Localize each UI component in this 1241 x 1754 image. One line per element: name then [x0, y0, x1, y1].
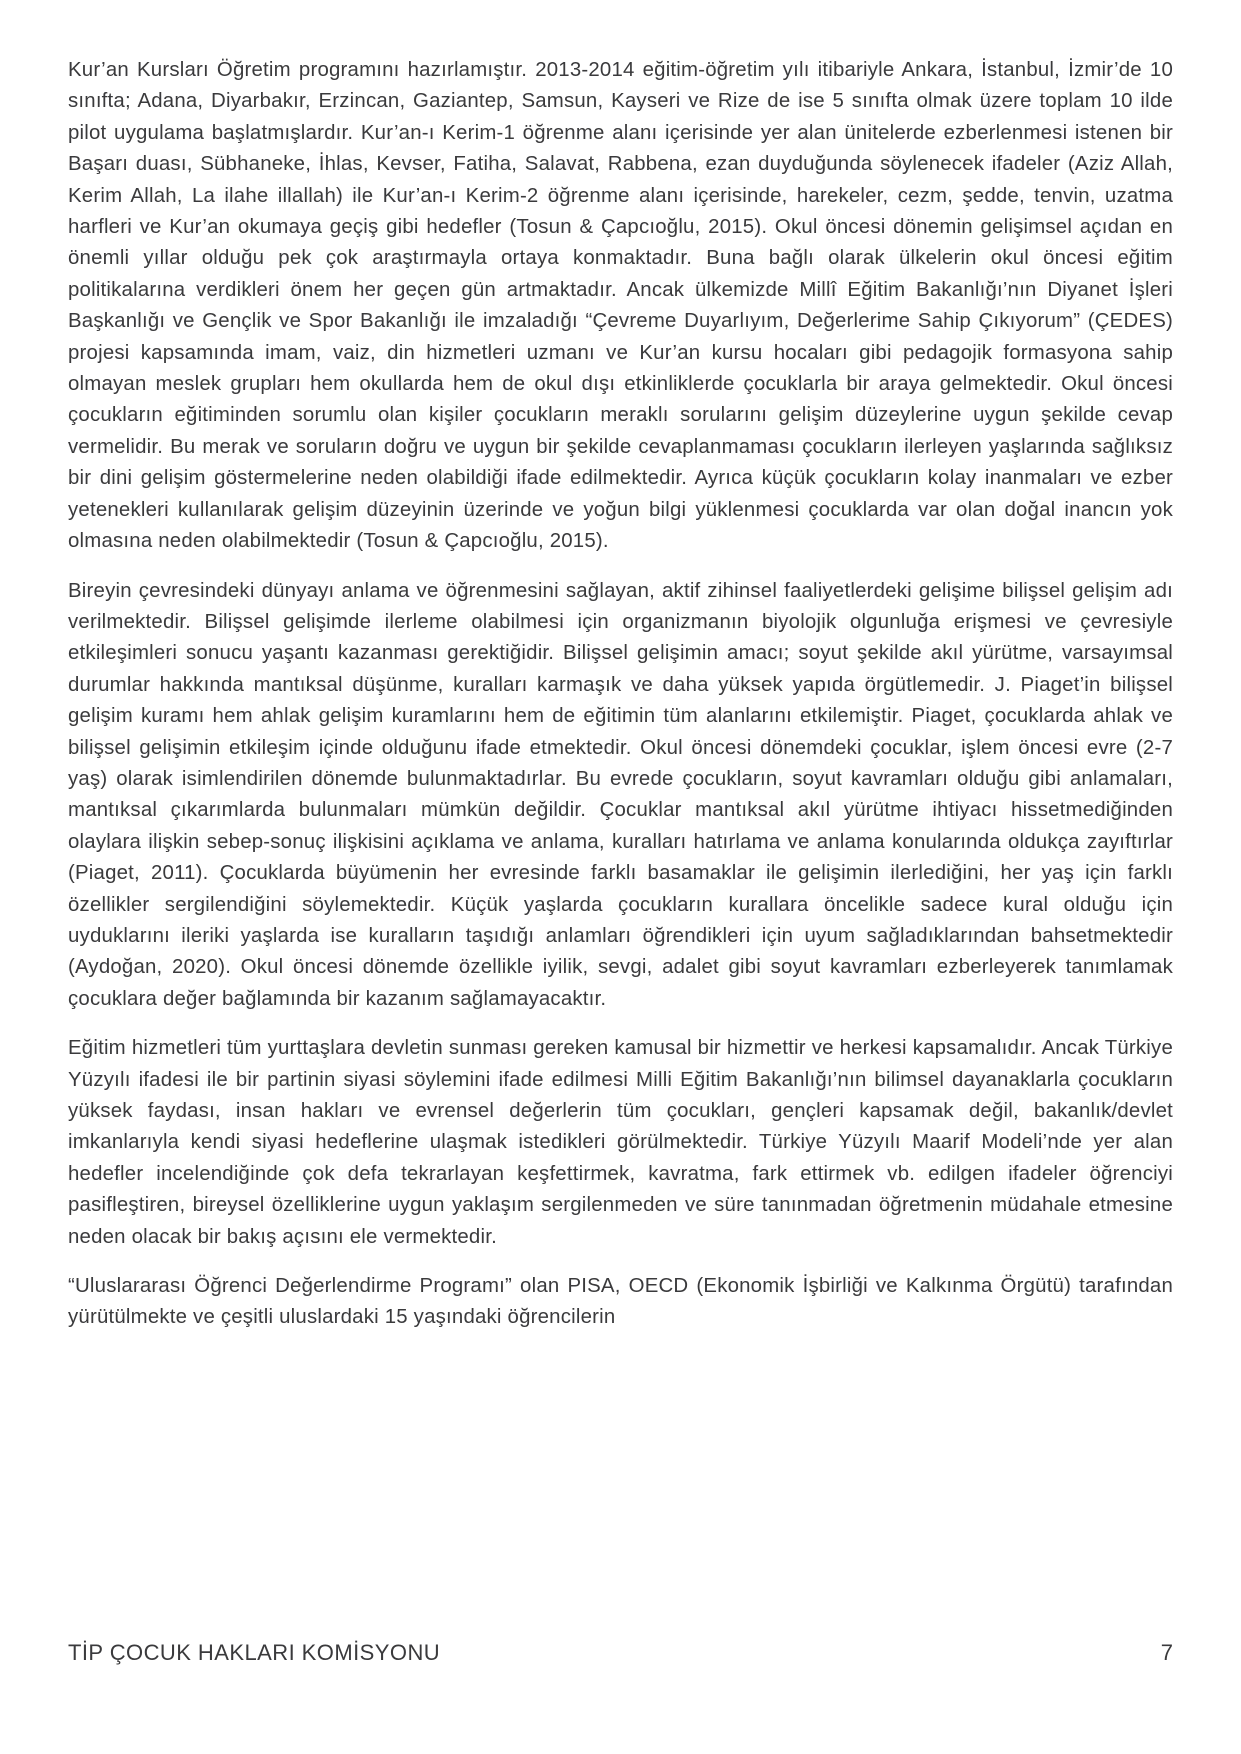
paragraph-3: Eğitim hizmetleri tüm yurttaşlara devletin sunması gereken kamusal bir hizmettir ve herkesi kapsamalıdır. Ancak Türkiye Yüzyılı ifadesi ile bir partinin siyasi söylemini ifade edilmesi Milli Eğitim Bakanlığı’nın bilimsel dayanaklarla çocukların yüksek faydası, insan hakları ve evrensel değerlerin tüm çocukları, gençleri kapsamak değil, bakanlık/devlet imkanlarıyla kendi siyasi hedeflerine ulaşmak istedikleri görülmektedir. Türkiye Yüzyılı Maarif Modeli’nde yer alan hedefler incelendiğinde çok defa tekrarlayan keşfettirmek, kavratma, fark ettirmek vb. edilgen ifadeler öğrenciyi pasifleştiren, bireysel özelliklerine uygun yaklaşım sergilenmeden ve süre tanınmadan öğretmenin müdahale etmesine neden olacak bir bakış açısını ele vermektedir. — [68, 1037, 1173, 1248]
page-content — [68, 55, 1173, 1334]
page-footer — [68, 1640, 1173, 1666]
paragraph-2: Bireyin çevresindeki dünyayı anlama ve öğrenmesini sağlayan, aktif zihinsel faaliyetlerdeki gelişime bilişsel gelişim adı verilmektedir. Bilişsel gelişimde ilerleme olabilmesi için organizmanın biyolojik olgunluğa erişmesi ve çevresiyle etkileşimleri sonucu yaşantı kazanması gerektiğidir. Bilişsel gelişimin amacı; soyut şekilde akıl yürütme, varsayımsal durumlar hakkında mantıksal düşünme, kuralları karmaşık ve daha yüksek yapıda örgütlemedir. J. Piaget’in bilişsel gelişim kuramı hem ahlak gelişim kuramlarını hem de eğitimin tüm alanlarını etkilemiştir. Piaget, çocuklarda ahlak ve bilişsel gelişimin etkileşim içinde olduğunu ifade etmektedir. Okul öncesi dönemdeki çocuklar, işlem öncesi evre (2-7 yaş) olarak isimlendirilen dönemde bulunmaktadırlar. Bu evrede çocukların, soyut kavramları olduğu gibi anlamaları, mantıksal çıkarımlarda bulunmaları mümkün değildir. Çocuklar mantıksal akıl yürütme ihtiyacı hissetmediğinden olaylara ilişkin sebep-sonuç ilişkisini açıklama ve anlama, kuralları hatırlama ve anlama konularında oldukça zayıftırlar (Piaget, 2011). Çocuklarda büyümenin her evresinde farklı basamaklar ile gelişimin ilerlediğini, her yaş için farklı özellikler sergilendiğini söylemektedir. Küçük yaşlarda çocukların kurallara öncelikle sadece kural olduğu için uyduklarını ileriki yaşlarda ise kuralların taşıdığı anlamları öğrendikleri için uyum sağladıklarından bahsetmektedir (Aydoğan, 2020). Okul öncesi dönemde özellikle iyilik, sevgi, adalet gibi soyut kavramları ezberleyerek tanımlamak çocuklara değer bağlamında bir kazanım sağlamayacaktır. — [68, 579, 1173, 1010]
footer-organization-name: TİP ÇOCUK HAKLARI KOMİSYONU — [68, 1640, 441, 1665]
paragraph-1: Kur’an Kursları Öğretim programını hazırlamıştır. 2013-2014 eğitim-öğretim yılı itibariyle Ankara, İstanbul, İzmir’de 10 sınıfta; Adana, Diyarbakır, Erzincan, Gaziantep, Samsun, Kayseri ve Rize de ise 5 sınıfta olmak üzere toplam 10 ilde pilot uygulama başlatmışlardır. Kur’an-ı Kerim-1 öğrenme alanı içerisinde yer alan ünitelerde ezberlenmesi istenen bir Başarı duası, Sübhaneke, İhlas, Kevser, Fatiha, Salavat, Rabbena, ezan duyduğunda söylenecek ifadeler (Aziz Allah, Kerim Allah, La ilahe illallah) ile Kur’an-ı Kerim-2 öğrenme alanı içerisinde, harekeler, cezm, şedde, tenvin, uzatma harfleri ve Kur’an okumaya geçiş gibi hedefler (Tosun & Çapcıoğlu, 2015). Okul öncesi dönemin gelişimsel açıdan en önemli yıllar olduğu pek çok araştırmayla ortaya konmaktadır. Buna bağlı olarak ülkelerin okul öncesi eğitim politikalarına verdikleri önem her geçen gün artmaktadır. Ancak ülkemizde Millî Eğitim Bakanlığı’nın Diyanet İşleri Başkanlığı ve Gençlik ve Spor Bakanlığı ile imzaladığı “Çevreme Duyarlıyım, Değerlerime Sahip Çıkıyorum” (ÇEDES) projesi kapsamında imam, vaiz, din hizmetleri uzmanı ve Kur’an kursu hocaları gibi pedagojik formasyona sahip olmayan meslek grupları hem okullarda hem de okul dışı etkinliklerde çocuklarla bir araya gelmektedir. Okul öncesi çocukların eğitiminden sorumlu olan kişiler çocukların meraklı sorularını gelişim düzeylerine uygun şekilde cevap vermelidir. Bu merak ve soruların doğru ve uygun bir şekilde cevaplanmaması çocukların ilerleyen yaşlarında sağlıksız bir dini gelişim göstermelerine neden olabildiği ifade edilmektedir. Ayrıca küçük çocukların kolay inanmaları ve ezber yetenekleri kullanılarak gelişim düzeyinin üzerinde ve yoğun bilgi yüklenmesi çocuklarda var olan doğal inancın yok olmasına neden olabilmektedir (Tosun & Çapcıoğlu, 2015). — [68, 59, 1173, 553]
paragraph-4: “Uluslararası Öğrenci Değerlendirme Programı” olan PISA, OECD (Ekonomik İşbirliği ve Kalkınma Örgütü) tarafından yürütülmekte ve çeşitli uluslardaki 15 yaşındaki öğrencilerin — [68, 1275, 1173, 1329]
footer-page-number: 7 — [1160, 1640, 1173, 1665]
